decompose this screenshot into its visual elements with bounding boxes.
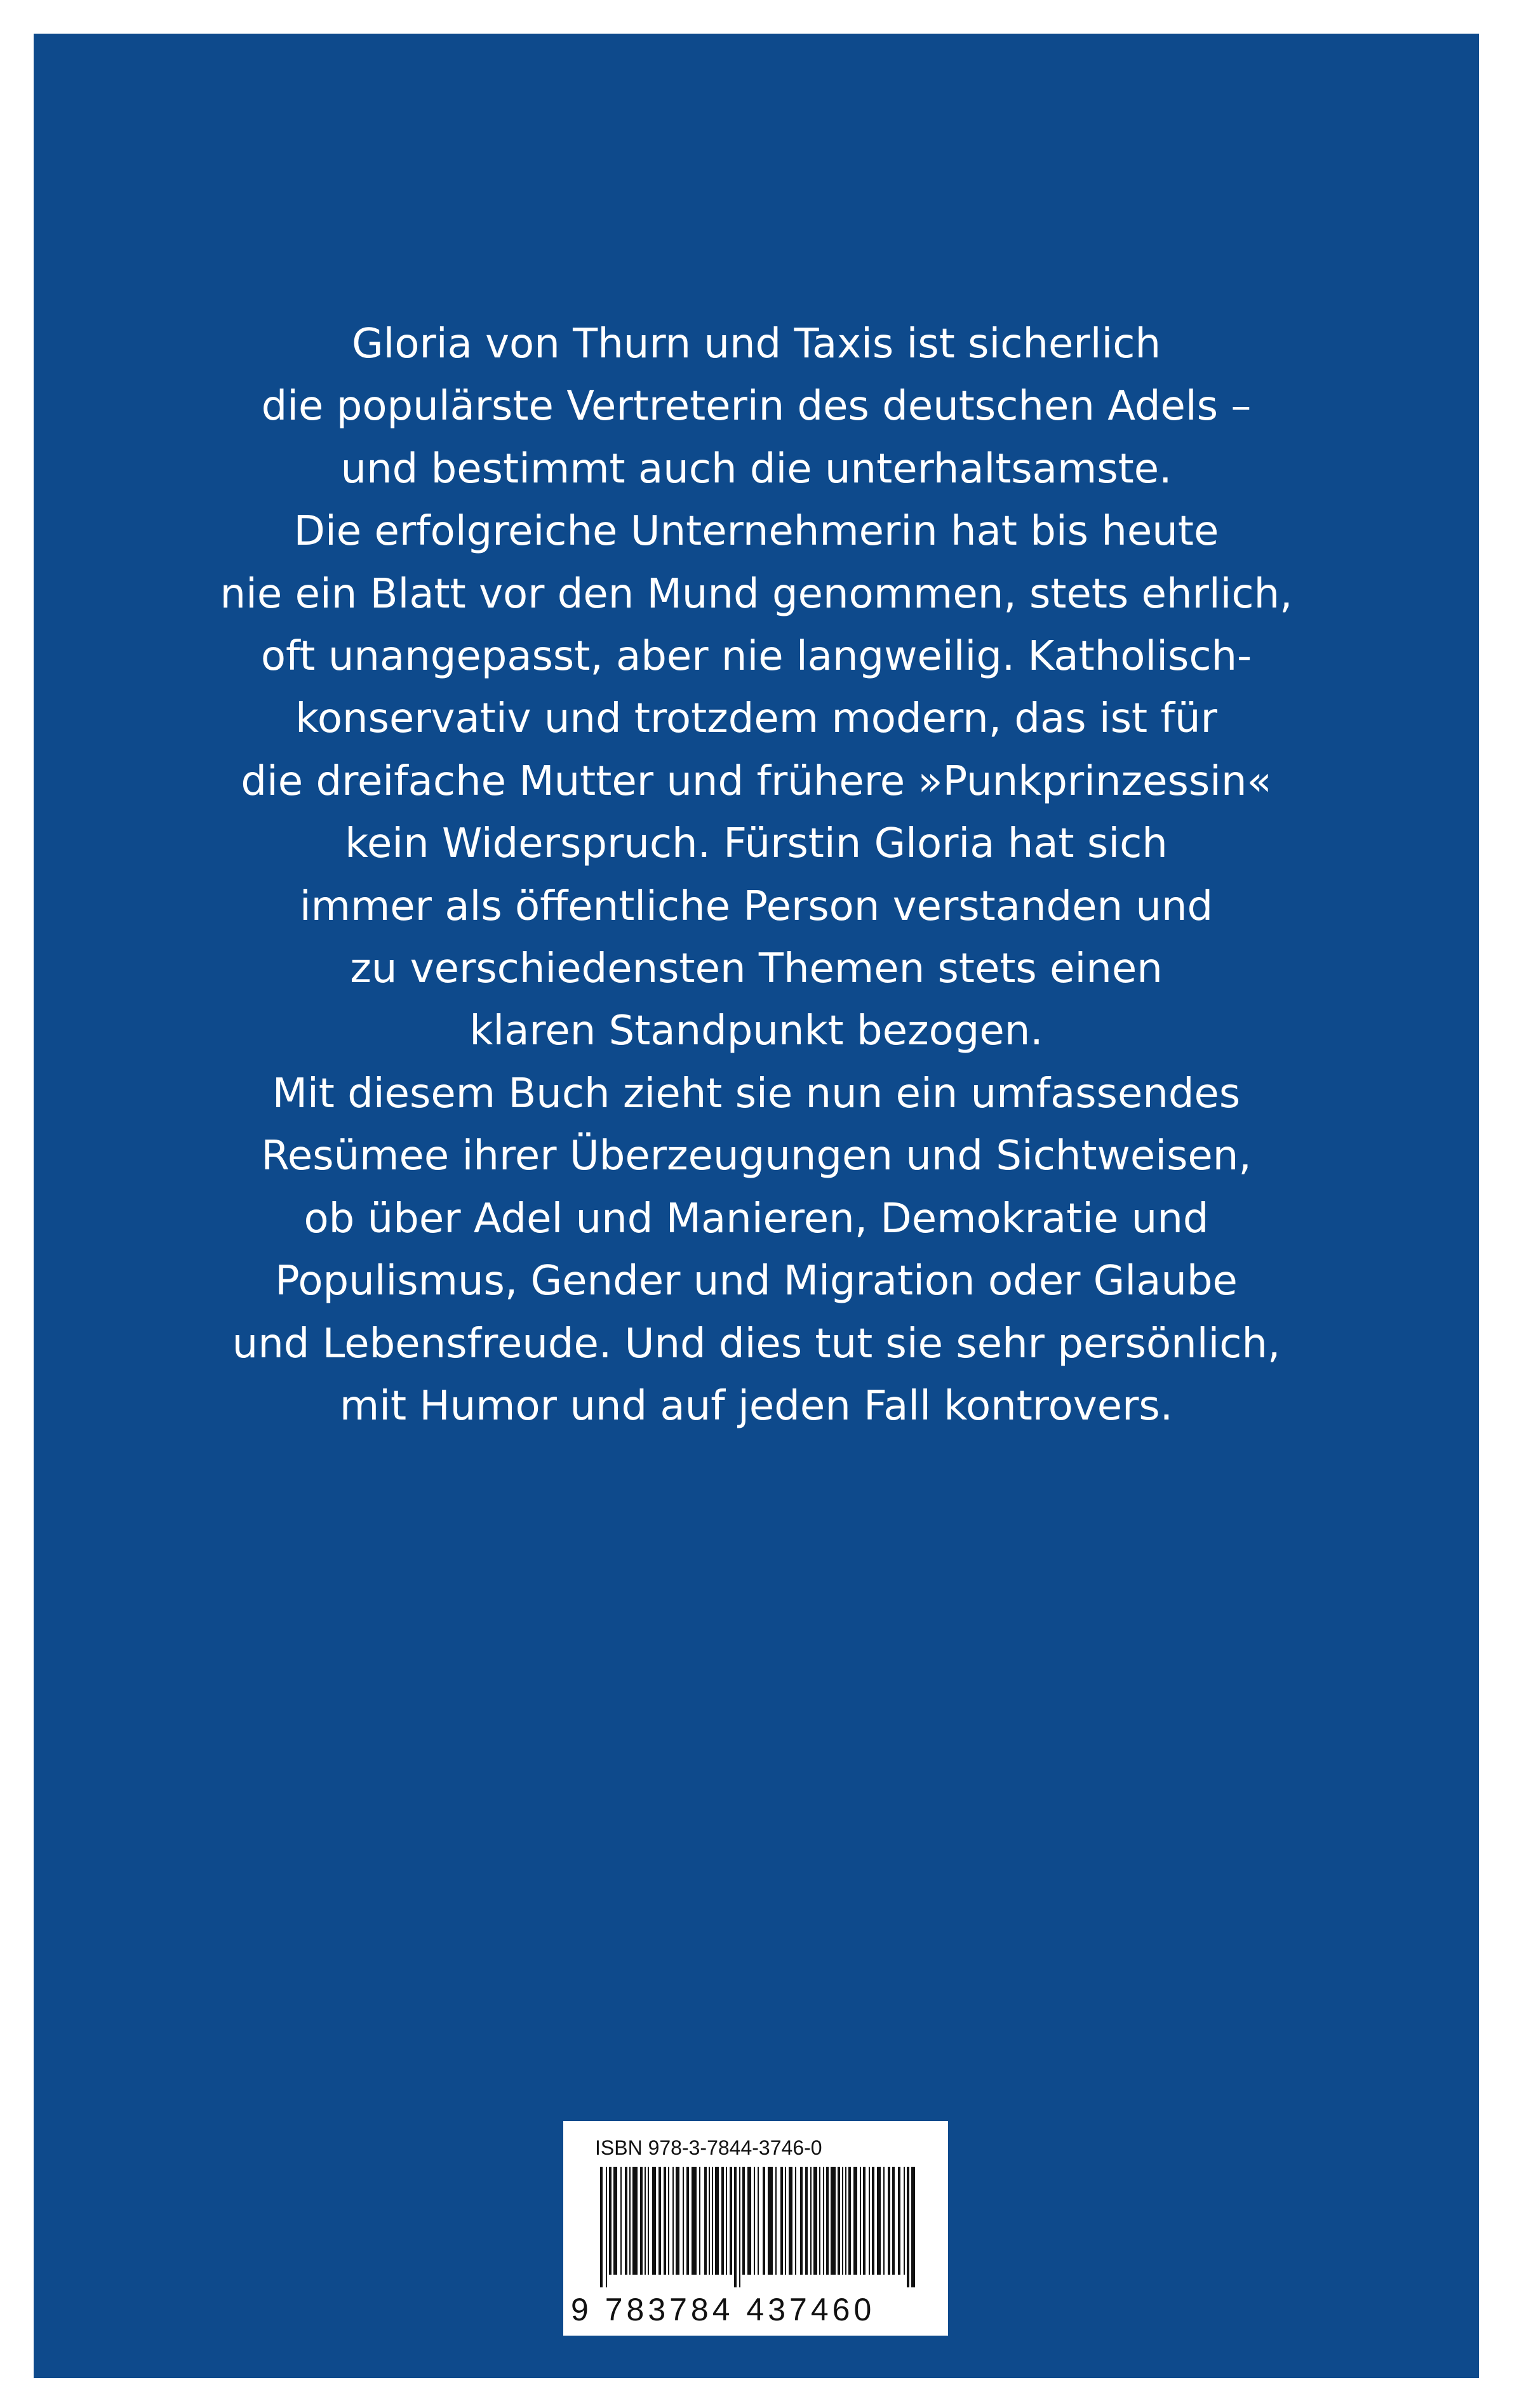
barcode-bar <box>730 2167 732 2275</box>
blurb-text <box>34 313 1479 1437</box>
barcode-bar <box>734 2167 737 2287</box>
blurb-line: Resümee ihrer Überzeugungen und Sichtweisen, <box>261 1133 1252 1180</box>
isbn-barcode-box <box>563 2121 948 2336</box>
barcode-bar <box>721 2167 724 2275</box>
barcode-bar <box>795 2167 796 2275</box>
barcode-bar <box>645 2167 646 2275</box>
barcode-bar <box>726 2167 727 2275</box>
barcode-bar <box>823 2167 824 2275</box>
barcode-bar <box>883 2167 885 2275</box>
barcode-bar <box>600 2167 603 2287</box>
barcode-bar <box>845 2167 846 2275</box>
barcode-bar <box>747 2167 751 2275</box>
barcode-bar <box>780 2167 783 2275</box>
barcode-bar <box>848 2167 851 2275</box>
barcode-bar <box>869 2167 870 2275</box>
blurb-line: immer als öffentliche Person verstanden und <box>299 882 1213 930</box>
barcode-bar <box>625 2167 627 2275</box>
barcode-bar <box>838 2167 840 2275</box>
barcode-bar <box>632 2167 638 2275</box>
barcode-bar <box>888 2167 890 2275</box>
barcode-bar <box>898 2167 900 2275</box>
barcode-bar <box>904 2167 905 2275</box>
barcode-bar <box>609 2167 612 2275</box>
blurb-line: ob über Adel und Manieren, Demokratie und <box>304 1195 1209 1242</box>
blurb-line: die populärste Vertreterin des deutschen Adels – <box>261 383 1252 430</box>
barcode-bar <box>676 2167 679 2275</box>
barcode-bar <box>911 2167 915 2287</box>
barcode-bar <box>668 2167 669 2275</box>
barcode-bar <box>712 2167 713 2275</box>
barcode-bar <box>652 2167 656 2275</box>
blurb-line: Gloria von Thurn und Taxis ist sicherlich <box>351 321 1161 368</box>
barcode-bar <box>686 2167 689 2275</box>
barcode-bar <box>620 2167 622 2275</box>
barcode-bar <box>640 2167 643 2275</box>
barcode-bar <box>831 2167 836 2275</box>
isbn-digits: 9 783784 437460 <box>571 2292 876 2327</box>
blurb-line: kein Widerspruch. Fürstin Gloria hat sich <box>345 820 1168 868</box>
barcode-bar <box>877 2167 881 2275</box>
barcode-bar <box>672 2167 674 2275</box>
blurb-line: und bestimmt auch die unterhaltsamste. <box>340 445 1172 493</box>
barcode-bar <box>758 2167 759 2275</box>
barcode-bar <box>853 2167 857 2275</box>
barcode-bar <box>664 2167 666 2275</box>
barcode-bar <box>763 2167 765 2275</box>
barcode-bar <box>805 2167 808 2275</box>
blurb-line: zu verschiedensten Themen stets einen <box>350 945 1163 993</box>
barcode-bar <box>742 2167 745 2275</box>
barcode-bar <box>775 2167 777 2275</box>
barcode-bar <box>739 2167 740 2287</box>
barcode-bar <box>842 2167 843 2275</box>
barcode-bar <box>768 2167 773 2275</box>
barcode-bar <box>658 2167 661 2275</box>
blurb-line: mit Humor und auf jeden Fall kontrovers. <box>339 1382 1173 1430</box>
blurb-line: nie ein Blatt vor den Mund genommen, stets ehrlich, <box>220 570 1293 618</box>
blurb-line: Die erfolgreiche Unternehmerin hat bis heute <box>293 508 1219 555</box>
barcode-bar <box>800 2167 803 2275</box>
barcode-bars <box>600 2167 918 2287</box>
barcode-bar <box>648 2167 649 2275</box>
barcode-bar <box>907 2167 909 2287</box>
blurb-line: und Lebensfreude. Und dies tut sie sehr persönlich, <box>232 1320 1281 1367</box>
barcode-bar <box>754 2167 755 2275</box>
barcode-bar <box>813 2167 817 2275</box>
barcode-bar <box>785 2167 786 2275</box>
barcode-bar <box>704 2167 707 2275</box>
barcode-bar <box>613 2167 617 2275</box>
barcode-bar <box>629 2167 631 2275</box>
barcode-bar <box>810 2167 812 2275</box>
barcode-bar <box>819 2167 820 2275</box>
barcode-bar <box>872 2167 874 2275</box>
blurb-line: Mit diesem Buch zieht sie nun ein umfassendes <box>272 1070 1241 1117</box>
barcode-bar <box>892 2167 895 2275</box>
barcode-bar <box>826 2167 829 2275</box>
back-cover <box>34 34 1479 2378</box>
barcode-bar <box>715 2167 719 2275</box>
barcode-bar <box>606 2167 607 2287</box>
barcode-bar <box>709 2167 710 2275</box>
barcode-bar <box>699 2167 700 2275</box>
blurb-line: Populismus, Gender und Migration oder Glaube <box>275 1258 1238 1305</box>
barcode-bar <box>860 2167 861 2275</box>
barcode-bar <box>683 2167 684 2275</box>
barcode-bar <box>789 2167 792 2275</box>
blurb-line: oft unangepasst, aber nie langweilig. Katholisch- <box>260 633 1252 681</box>
blurb-line: konservativ und trotzdem modern, das ist für <box>295 695 1217 743</box>
barcode-bar <box>863 2167 866 2275</box>
blurb-line: klaren Standpunkt bezogen. <box>469 1008 1043 1055</box>
barcode-bar <box>692 2167 697 2275</box>
isbn-label: ISBN 978-3-7844-3746-0 <box>595 2136 822 2159</box>
blurb-line: die dreifache Mutter und frühere »Punkprinzessin« <box>241 757 1272 805</box>
